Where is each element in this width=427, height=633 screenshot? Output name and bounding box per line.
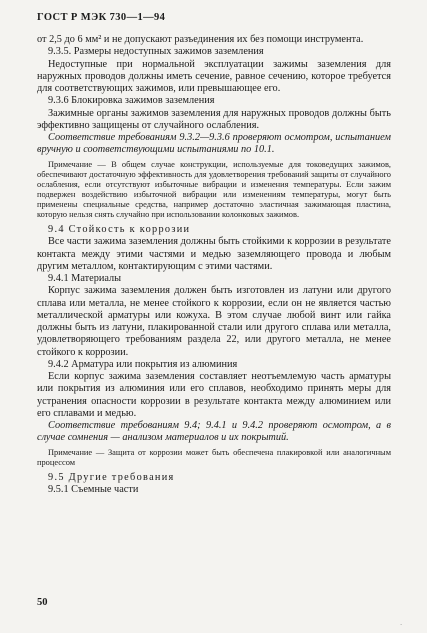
heading-9-3-5: 9.3.5. Размеры недоступных зажимов заземления (48, 46, 264, 58)
corner-mark: ᐨ (400, 624, 403, 630)
heading-9-4: 9.4 Стойкость к коррозии (48, 224, 191, 236)
compliance-text-1: Соответствие требованиям 9.3.2—9.3.6 проверяют осмотром, испытанием вручную и соответствующими испытаниями по 10.1. (37, 132, 391, 156)
heading-9-4-2: 9.4.2 Арматура или покрытия из алюминия (48, 358, 238, 370)
paragraph-continuation: от 2,5 до 6 мм² и не допускают разъединения их без помощи инструмента. (37, 34, 364, 45)
heading-9-3-6: 9.3.6 Блокировка зажимов заземления (48, 95, 215, 107)
paragraph-9-4: Все части зажима заземления должны быть стойкими к коррозии в результате контакта между этими частями и медью заземляющего провода и любым другим металлом, контактирующим с этими частями. (37, 236, 391, 272)
heading-9-5: 9.5 Другие требования (48, 471, 175, 483)
paragraph-9-3-5: Недоступные при нормальной эксплуатации зажимы заземления для наружных проводов должны иметь сечение, равное сечению, которое требуется для соответствующих зажимов, или превышающее его. (37, 58, 391, 94)
note-2: Примечание — Защита от коррозии может быть обеспечена плакировкой или аналогичным процессом (37, 447, 391, 467)
heading-9-4-1: 9.4.1 Материалы (48, 273, 122, 285)
compliance-text-2: Соответствие требованиям 9.4; 9.4.1 и 9.4.2 проверяют осмотром, а в случае сомнения — анализом материалов и их покрытий. (37, 420, 391, 444)
page-header: ГОСТ Р МЭК 730—1—94 (37, 12, 166, 23)
paragraph-9-4-2: Если корпус зажима заземления составляет неотъемлемую часть арматуры или покрытия из алюминия или его сплавов, необходимо принять меры для устранения опасности коррозии в результате контакта между алюминием или его сплавами и медью. (37, 371, 391, 419)
heading-9-5-1: 9.5.1 Съемные части (48, 484, 139, 495)
note-1: Примечание — В общем случае конструкции, используемые для токоведущих зажимов, обеспечивают достаточную эффективность для удовлетворения требований защиты от случайного ослабления, если отсутствуют избыточные вибрации и изменения температуры. Если зажим подвержен воздействию избыточной вибрации или изменениям температуры, могут быть применены специальные средства, например достаточно эластичная зажимающая пластина, которую нельзя снять случайно при использовании колонковых зажимов. (37, 159, 391, 219)
paragraph-9-3-6: Зажимные органы зажимов заземления для наружных проводов должны быть эффективно защищены от случайного ослабления. (37, 107, 391, 131)
paragraph-9-4-1: Корпус зажима заземления должен быть изготовлен из латуни или другого сплава или металла, не менее стойкого к коррозии, если он не является частью металлической арматуры или кожуха. В этом случае любой винт или гайка должны быть из латуни, плакированной стали или другого сплава или металла, удовлетворяющего требованиям раздела 22, или другого металла, не менее стойкого к коррозии. (37, 285, 391, 358)
page-number: 50 (37, 597, 48, 608)
